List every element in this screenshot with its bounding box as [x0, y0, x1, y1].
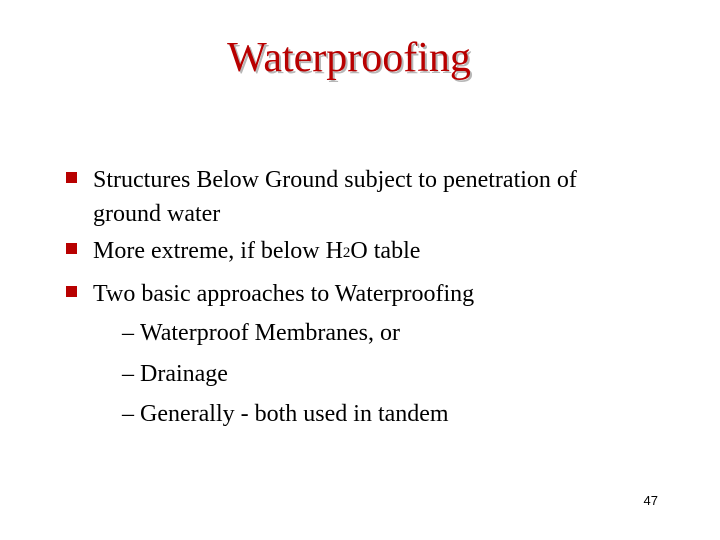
subscript: 2	[342, 245, 351, 261]
dash-marker: –	[122, 401, 134, 427]
bullet-text: Two basic approaches to Waterproofing	[93, 281, 475, 307]
square-bullet-icon	[66, 286, 77, 297]
dash-marker: –	[122, 361, 134, 387]
bullet-text-part: O table	[350, 238, 421, 264]
square-bullet-icon	[66, 243, 77, 254]
slide-title: Waterproofing	[227, 35, 471, 81]
bullet-text: Structures Below Ground subject to penetration of	[93, 167, 577, 193]
sub-bullet-item	[122, 357, 228, 391]
bullet-text: ground water	[93, 201, 221, 227]
bullet-item	[0, 163, 720, 197]
bullet-item	[0, 277, 720, 311]
bullet-item-continuation	[0, 197, 720, 231]
page-number: 47	[643, 493, 658, 508]
bullet-item	[0, 234, 720, 268]
sub-bullet-item	[122, 397, 449, 431]
sub-bullet-item	[122, 316, 400, 350]
sub-bullet-text: Waterproof Membranes, or	[140, 320, 400, 346]
bullet-text-part: More extreme, if below H	[93, 238, 343, 264]
sub-bullet-text: Drainage	[140, 361, 228, 387]
bullet-text	[93, 234, 420, 270]
sub-bullet-text: Generally - both used in tandem	[140, 401, 449, 427]
dash-marker: –	[122, 320, 134, 346]
square-bullet-icon	[66, 172, 77, 183]
